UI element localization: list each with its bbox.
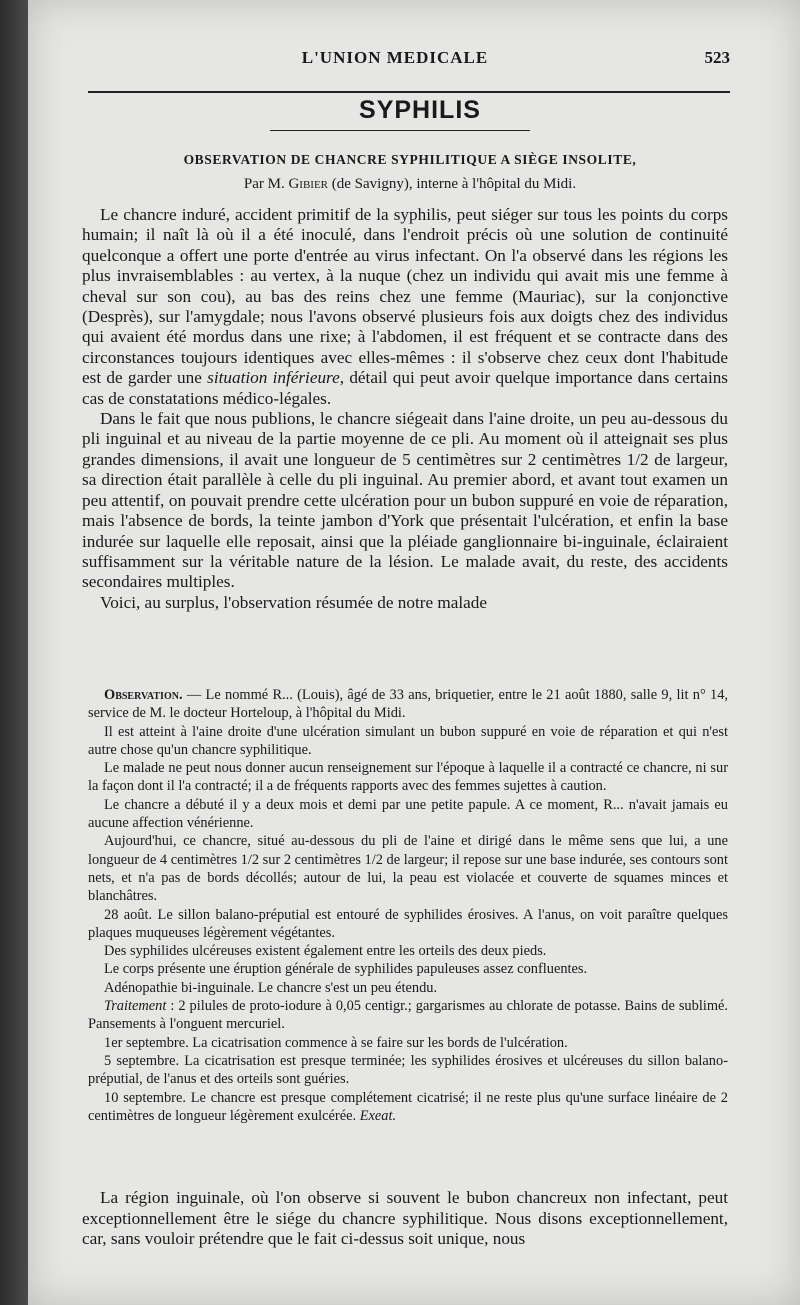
observation-paragraph: Des syphilides ulcéreuses existent également entre les orteils des deux pieds. — [104, 943, 547, 960]
observation-text: 10 septembre. Le chancre est presque complétement cicatrisé; il ne reste plus qu'une surface linéaire de 2 centimètres de longueur légèrement exulcérée. — [88, 1089, 728, 1124]
observation-text: — Le nommé R... (Louis), âgé de 33 ans, briquetier, entre le 21 août 1880, salle 9, lit n° 14, service de M. le docteur Horteloup, à l'hôpital du Midi. — [88, 687, 728, 722]
page-number: 523 — [704, 48, 730, 67]
body-paragraph-1 — [82, 205, 728, 409]
observation-paragraph: Le chancre a débuté il y a deux mois et demi par une petite papule. A ce moment, R... n'avait jamais eu aucune affection vénérienne. — [88, 796, 728, 832]
exeat-label: Exeat. — [359, 1107, 397, 1124]
observation-paragraph: Le malade ne peut nous donner aucun renseignement sur l'époque à laquelle il a contracté ce chancre, ni sur la façon dont il l'a contracté; il a de fréquents rapports avec des femmes sujettes à caution. — [88, 760, 728, 795]
title-rule — [270, 130, 530, 131]
observation-paragraph — [88, 997, 728, 1034]
observation-section — [88, 686, 728, 1125]
observation-paragraph: 5 septembre. La cicatrisation est presque terminée; les syphilides érosives et ulcéreuses du sillon balano-préputial, de l'anus et des orteils sont guéries. — [88, 1052, 728, 1088]
body-paragraph-2: Dans le fait que nous publions, le chancre siégeait dans l'aine droite, un peu au-dessous du pli inguinal et au niveau de la partie moyenne de ce pli. Au moment où il atteignait ses plus grandes dimensions, il avait une longueur de 5 centimètres sur 2 centimètres 1/2 de largeur, sa direction était parallèle à celle du pli inguinal. Au premier abord, et avant tout examen un peu attentif, on pouvait prendre cette ulcération pour un bubon suppuré en voie de réparation, mais l'absence de bords, la teinte jambon d'York que présentait l'ulcération, et enfin la base indurée sur laquelle elle reposait, ainsi que la pléiade ganglionnaire bi-inguinale, éclairaient suffisamment sur la véritable nature de la lésion. Le malade avait, du reste, des accidents secondaires multiples. — [82, 409, 728, 592]
section-title: SYPHILIS — [359, 96, 481, 124]
observation-paragraph: Il est atteint à l'aine droite d'une ulcération simulant un bubon suppuré en voie de réparation et qui n'est autre chose qu'un chancre syphilitique. — [88, 723, 728, 758]
closing-section — [82, 1188, 728, 1250]
body-text: Le chancre induré, accident primitif de la syphilis, peut siéger sur tous les points du corps humain; il naît là où il a été inoculé, dans l'endroit précis où une solution de continuité quelconque a offert une porte d'entrée au virus infectant. On l'a observé dans les régions les plus invraisemblables : au vertex, à la nuque (chez un individu qui avait mis une femme à cheval sur son cou), au bas des reins chez une femme (Mauriac), sur la conjonctive (Desprès), sur l'amygdale; nous l'avons observé plusieurs fois aux doigts chez des individus qui avaient été mordus dans une rixe; à l'abdomen, il est fréquent et se contracte dans des circonstances toujours identiques avec elles-mêmes : il s'observe chez ceux dont l'habitude est de garder une — [82, 205, 728, 388]
observation-lead: Observation. — [104, 687, 183, 703]
body-paragraph-3: Voici, au surplus, l'observation résumée de notre malade — [100, 592, 488, 612]
running-head: L'UNION MEDICALE — [301, 48, 489, 67]
observation-paragraph: Le corps présente une éruption générale de syphilides papuleuses assez confluentes. — [104, 961, 588, 978]
observation-paragraph: Aujourd'hui, ce chancre, situé au-dessous du pli de l'aine et dirigé dans le même sens que lui, a une longueur de 4 centimètres 1/2 sur 2 centimètres 1/2 de largeur; il repose sur une base indurée, ses contours sont nets, et n'a pas de bords décollés; autour de lui, la peau est violacée et couverte de squames minces et blanchâtres. — [88, 833, 728, 905]
observation-paragraph: 1er septembre. La cicatrisation commence à se faire sur les bords de l'ulcération. — [104, 1034, 568, 1051]
observation-paragraph — [88, 686, 728, 723]
observation-paragraph: Adénopathie bi-inguinale. Le chancre s'est un peu étendu. — [104, 979, 438, 996]
byline — [60, 176, 760, 193]
article-title: OBSERVATION DE CHANCRE SYPHILITIQUE A SIÈGE INSOLITE, — [183, 152, 637, 167]
byline-author: Gibier — [288, 176, 329, 192]
header-rule — [88, 91, 730, 93]
observation-text: : 2 pilules de proto-iodure à 0,05 centigr.; gargarismes au chlorate de potasse. Bains de sublimé. Pansements à l'onguent mercuriel. — [88, 998, 728, 1033]
article-body — [82, 205, 728, 613]
byline-suffix: (de Savigny), interne à l'hôpital du Midi. — [331, 176, 577, 192]
body-text: , détail qui peut avoir quelque importance dans certains cas de constatations médico-légales. — [82, 368, 728, 408]
treatment-label: Traitement — [104, 998, 167, 1015]
page-header — [60, 48, 730, 72]
scan-binding-edge — [0, 0, 28, 1305]
observation-paragraph — [88, 1089, 728, 1126]
italic-phrase: situation inférieure — [207, 368, 340, 388]
closing-paragraph: La région inguinale, où l'on observe si souvent le bubon chancreux non infectant, peut exceptionnellement être le siége du chancre syphilitique. Nous disons exceptionnellement, car, sans vouloir prétendre que le fait ci-dessus soit unique, nous — [82, 1188, 728, 1249]
observation-paragraph: 28 août. Le sillon balano-préputial est entouré de syphilides érosives. A l'anus, on voit paraître quelques plaques muqueuses légèrement végétantes. — [88, 906, 728, 941]
byline-prefix: Par M. — [243, 176, 285, 192]
